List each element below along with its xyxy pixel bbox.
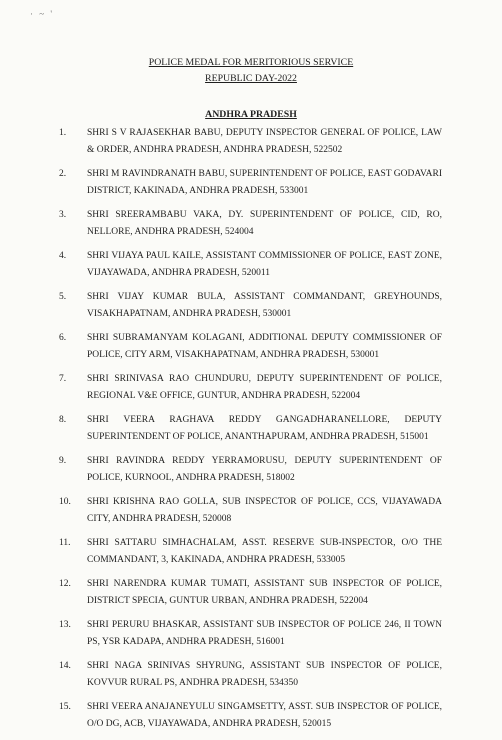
list-item — [0, 658, 502, 692]
list-item-number: 11. — [59, 538, 71, 548]
list-item — [0, 166, 502, 200]
list-item-number: 13. — [59, 620, 71, 630]
list-item — [0, 289, 502, 323]
list-item — [0, 535, 502, 569]
list-item — [0, 125, 502, 159]
list-item — [0, 248, 502, 282]
list-item — [0, 576, 502, 610]
list-item — [0, 617, 502, 651]
list-item-number: 14. — [59, 661, 71, 671]
list-item-text: SHRI RAVINDRA REDDY YERRAMORUSU, DEPUTY SUPERINTENDENT OF POLICE, KURNOOL, ANDHRA PRADESH, 518002 — [87, 456, 442, 483]
list-item-number: 7. — [59, 374, 67, 384]
list-item-number: 5. — [59, 292, 67, 302]
list-item-text: SHRI VEERA RAGHAVA REDDY GANGADHARANELLORE, DEPUTY SUPERINTENDENT OF POLICE, ANANTHAPURAM, ANDHRA PRADESH, 515001 — [87, 415, 442, 442]
list-item-text: SHRI NAGA SRINIVAS SHYRUNG, ASSISTANT SUB INSPECTOR OF POLICE, KOVVUR RURAL PS, ANDHRA PRADESH, 534350 — [87, 661, 442, 688]
list-item — [0, 453, 502, 487]
list-item-text: SHRI VIJAY KUMAR BULA, ASSISTANT COMMANDANT, GREYHOUNDS, VISAKHAPATNAM, ANDHRA PRADESH, 530001 — [87, 292, 442, 319]
list-item-number: 6. — [59, 333, 67, 343]
section-heading: ANDHRA PRADESH — [205, 109, 297, 120]
list-item — [0, 412, 502, 446]
list-item — [0, 494, 502, 528]
list-item — [0, 371, 502, 405]
list-item-text: SHRI NARENDRA KUMAR TUMATI, ASSISTANT SUB INSPECTOR OF POLICE, DISTRICT SPECIA, GUNTUR URBAN, ANDHRA PRADESH, 522004 — [87, 579, 442, 606]
document-title: POLICE MEDAL FOR MERITORIOUS SERVICE — [148, 57, 354, 68]
list-item-text: SHRI VIJAYA PAUL KAILE, ASSISTANT COMMISSIONER OF POLICE, EAST ZONE, VIJAYAWADA, ANDHRA PRADESH, 520011 — [87, 251, 442, 278]
list-item-text: SHRI M RAVINDRANATH BABU, SUPERINTENDENT OF POLICE, EAST GODAVARI DISTRICT, KAKINADA, ANDHRA PRADESH, 533001 — [87, 169, 442, 196]
awardee-list — [0, 125, 502, 740]
list-item-number: 15. — [59, 702, 71, 712]
list-item-text: SHRI SREERAMBABU VAKA, DY. SUPERINTENDENT OF POLICE, CID, RO, NELLORE, ANDHRA PRADESH, 524004 — [87, 210, 442, 237]
list-item-text: SHRI SUBRAMANYAM KOLAGANI, ADDITIONAL DEPUTY COMMISSIONER OF POLICE, CITY ARM, VISAKHAPATNAM, ANDHRA PRADESH, 530001 — [87, 333, 442, 360]
list-item-number: 1. — [59, 128, 67, 138]
list-item-text: SHRI KRISHNA RAO GOLLA, SUB INSPECTOR OF POLICE, CCS, VIJAYAWADA CITY, ANDHRA PRADESH, 520008 — [87, 497, 442, 524]
list-item-text: SHRI S V RAJASEKHAR BABU, DEPUTY INSPECTOR GENERAL OF POLICE, LAW & ORDER, ANDHRA PRADESH, ANDHRA PRADESH, 522502 — [87, 128, 442, 155]
list-item-number: 9. — [59, 456, 67, 466]
list-item — [0, 699, 502, 733]
list-item-text: SHRI SRINIVASA RAO CHUNDURU, DEPUTY SUPERINTENDENT OF POLICE, REGIONAL V&E OFFICE, GUNTUR, ANDHRA PRADESH, 522004 — [87, 374, 442, 401]
list-item-number: 8. — [59, 415, 67, 425]
list-item-number: 2. — [59, 169, 67, 179]
list-item-number: 4. — [59, 251, 67, 261]
corner-mark: · ~ ' — [30, 9, 54, 19]
list-item-number: 3. — [59, 210, 67, 220]
list-item-number: 10. — [59, 497, 71, 507]
list-item-text: SHRI SATTARU SIMHACHALAM, ASST. RESERVE SUB-INSPECTOR, O/O THE COMMANDANT, 3, KAKINADA, ANDHRA PRADESH, 533005 — [87, 538, 442, 565]
list-item-text: SHRI VEERA ANAJANEYULU SINGAMSETTY, ASST. SUB INSPECTOR OF POLICE, O/O DG, ACB, VIJAYAWADA, ANDHRA PRADESH, 520015 — [87, 702, 442, 729]
list-item — [0, 330, 502, 364]
list-item-text: SHRI PERURU BHASKAR, ASSISTANT SUB INSPECTOR OF POLICE 246, II TOWN PS, YSR KADAPA, ANDHRA PRADESH, 516001 — [87, 620, 442, 647]
list-item — [0, 207, 502, 241]
list-item-number: 12. — [59, 579, 71, 589]
document-subtitle: REPUBLIC DAY-2022 — [205, 73, 297, 84]
